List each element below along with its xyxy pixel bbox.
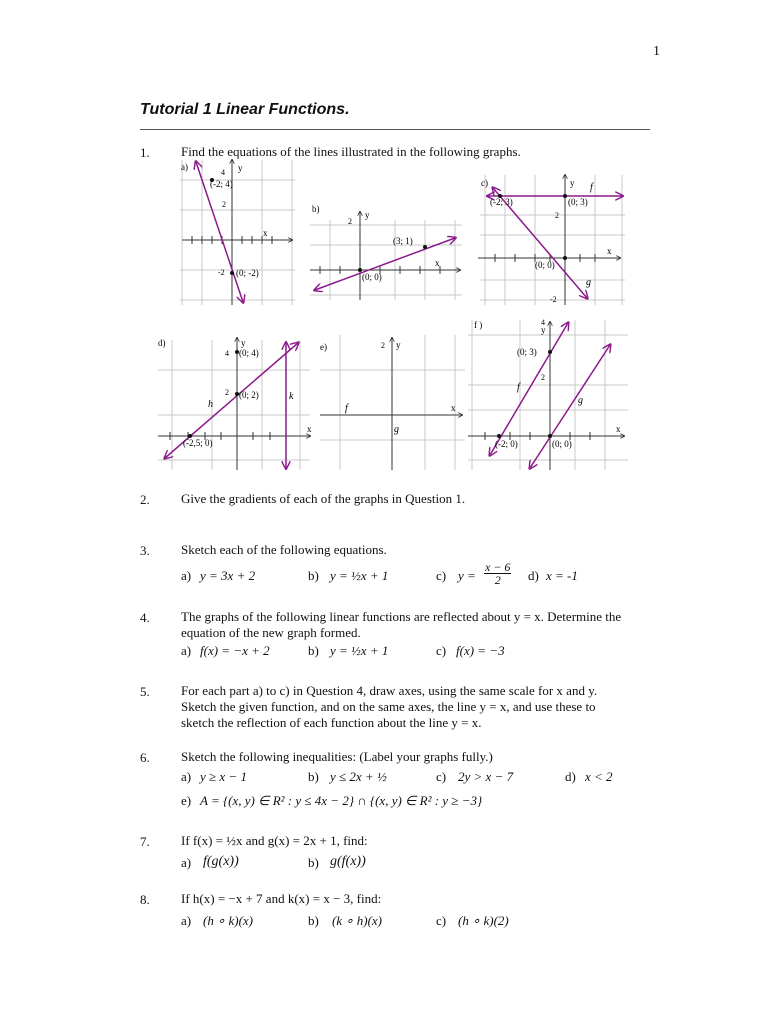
q3-text: Sketch each of the following equations. <box>181 542 387 557</box>
svg-text:2: 2 <box>555 211 559 220</box>
q8-number: 8. <box>140 892 150 907</box>
svg-text:2: 2 <box>225 388 229 397</box>
q2-text: Give the gradients of each of the graphs in Question 1. <box>181 491 466 506</box>
q8a-label: a) <box>181 913 192 928</box>
q4a-equation: f(x) = −x + 2 <box>200 643 270 658</box>
graph-f <box>468 318 628 470</box>
q8a-equation: (h ∘ k)(x) <box>203 913 253 928</box>
q6a-label: a) <box>181 769 192 784</box>
graph-e-label: e) <box>320 342 327 352</box>
q5-line2: Sketch the given function, and on the same axes, the line y = x, and use these to <box>181 699 596 714</box>
graph-b-label: b) <box>312 204 320 214</box>
svg-text:k: k <box>289 391 294 402</box>
q8c-equation: (h ∘ k)(2) <box>458 913 509 928</box>
q6b-equation: y ≤ 2x + ½ <box>330 769 387 784</box>
graph-f-label: f ) <box>474 320 483 330</box>
q7a-label: a) <box>181 855 192 870</box>
svg-text:y: y <box>241 338 246 348</box>
svg-text:(0; 2): (0; 2) <box>239 390 259 400</box>
svg-text:f: f <box>517 382 520 393</box>
q7b-equation: g(f(x)) <box>330 854 366 869</box>
svg-text:y: y <box>365 210 370 220</box>
svg-text:(-2,5; 0): (-2,5; 0) <box>183 438 213 448</box>
page-title: Tutorial 1 Linear Functions. <box>140 101 350 118</box>
q7a-equation: f(g(x)) <box>203 854 239 869</box>
q1-text: Find the equations of the lines illustrated in the following graphs. <box>181 144 521 159</box>
page-number: 1 <box>653 44 660 59</box>
svg-text:(0; -2): (0; -2) <box>236 268 259 278</box>
graph-d-label: d) <box>158 338 166 348</box>
q4b-equation: y = ½x + 1 <box>330 643 389 658</box>
q6d-equation: x < 2 <box>585 769 613 784</box>
q6e-equation: A = {(x, y) ∈ R² : y ≤ 4x − 2} ∩ {(x, y) ∈ R² : y ≥ −3} <box>200 793 483 808</box>
q4-number: 4. <box>140 610 150 625</box>
q4-line2: equation of the new graph formed. <box>181 625 361 640</box>
svg-text:y: y <box>238 163 243 173</box>
svg-text:f: f <box>590 182 593 193</box>
graph-a <box>180 160 295 305</box>
graph-e <box>320 335 465 470</box>
svg-text:(0; 3): (0; 3) <box>517 347 537 357</box>
q7-number: 7. <box>140 834 150 849</box>
q3c-numerator: x − 6 <box>485 560 511 574</box>
q5-line3: sketch the reflection of each function about the line y = x. <box>181 715 482 730</box>
svg-text:x: x <box>307 424 312 434</box>
q6c-label: c) <box>436 769 447 784</box>
svg-text:x: x <box>451 403 456 413</box>
svg-text:(0; 3): (0; 3) <box>568 197 588 207</box>
q4-line1: The graphs of the following linear functions are reflected about y = x. Determine the <box>181 609 622 624</box>
q7b-label: b) <box>308 855 319 870</box>
q3b-equation: y = ½x + 1 <box>330 568 389 583</box>
svg-text:-2: -2 <box>550 295 557 304</box>
q5-number: 5. <box>140 684 150 699</box>
q6d-label: d) <box>565 769 576 784</box>
svg-text:g: g <box>394 424 399 435</box>
q4c-equation: f(x) = −3 <box>456 643 505 658</box>
q3c-denominator: 2 <box>494 573 501 587</box>
q3b-label: b) <box>308 568 319 583</box>
svg-text:y: y <box>541 325 546 335</box>
svg-text:(3; 1): (3; 1) <box>393 236 413 246</box>
svg-text:x: x <box>263 228 268 238</box>
q6e-label: e) <box>181 793 192 808</box>
q6a-equation: y ≥ x − 1 <box>200 769 247 784</box>
svg-text:g: g <box>586 277 591 288</box>
q1-graphs <box>0 0 768 480</box>
q5-line1: For each part a) to c) in Question 4, draw axes, using the same scale for x and y. <box>181 683 598 698</box>
q6b-label: b) <box>308 769 319 784</box>
svg-text:-2: -2 <box>218 268 225 277</box>
svg-text:y: y <box>396 340 401 350</box>
q1-number: 1. <box>140 145 150 160</box>
graph-d <box>158 338 312 470</box>
svg-text:2: 2 <box>541 373 545 382</box>
svg-text:2: 2 <box>381 341 385 350</box>
svg-text:f: f <box>345 403 348 414</box>
svg-text:(-2; 4): (-2; 4) <box>210 179 233 189</box>
q4a-label: a) <box>181 643 192 658</box>
graph-c <box>478 175 625 305</box>
svg-text:g: g <box>578 395 583 406</box>
q6c-equation: 2y > x − 7 <box>458 769 514 784</box>
svg-text:y: y <box>570 178 575 188</box>
q3d-label: d) <box>528 568 539 583</box>
q2-number: 2. <box>140 492 150 507</box>
q6-number: 6. <box>140 750 150 765</box>
graph-c-label: c) <box>481 178 488 188</box>
q4b-label: b) <box>308 643 319 658</box>
q4c-label: c) <box>436 643 447 658</box>
q3a-equation: y = 3x + 2 <box>200 568 256 583</box>
q3c-lhs: y = <box>458 568 476 583</box>
svg-text:(0; 0): (0; 0) <box>362 272 382 282</box>
q7-text: If f(x) = ½x and g(x) = 2x + 1, find: <box>181 833 368 848</box>
svg-text:2: 2 <box>222 200 226 209</box>
q3a-label: a) <box>181 568 192 583</box>
q3c-label: c) <box>436 568 447 583</box>
graph-a-label: a) <box>181 162 188 172</box>
q3-number: 3. <box>140 543 150 558</box>
q8-text: If h(x) = −x + 7 and k(x) = x − 3, find: <box>181 891 382 906</box>
svg-text:(-2; 3): (-2; 3) <box>490 197 513 207</box>
svg-text:4: 4 <box>541 318 545 327</box>
svg-text:x: x <box>435 258 440 268</box>
svg-text:(-2; 0): (-2; 0) <box>495 439 518 449</box>
svg-text:4: 4 <box>225 349 229 358</box>
svg-text:x: x <box>607 246 612 256</box>
svg-text:x: x <box>616 424 621 434</box>
svg-text:4: 4 <box>221 168 225 177</box>
svg-text:h: h <box>208 399 213 410</box>
q6-text: Sketch the following inequalities: (Label your graphs fully.) <box>181 749 493 764</box>
q8b-label: b) <box>308 913 319 928</box>
q8c-label: c) <box>436 913 447 928</box>
q8b-equation: (k ∘ h)(x) <box>332 913 382 928</box>
graph-b <box>310 204 462 300</box>
q3c-fraction <box>484 561 511 586</box>
svg-text:(0; 0): (0; 0) <box>552 439 572 449</box>
svg-text:(0; 4): (0; 4) <box>239 348 259 358</box>
svg-text:(0; 0): (0; 0) <box>535 260 555 270</box>
q3d-equation: x = -1 <box>546 568 578 583</box>
svg-text:2: 2 <box>348 217 352 226</box>
